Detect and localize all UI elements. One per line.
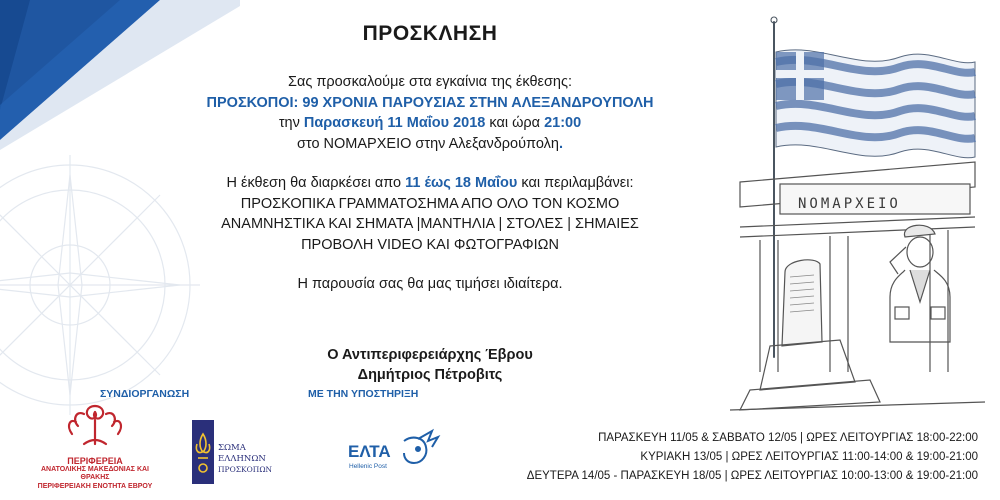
event-time: 21:00: [544, 115, 582, 131]
region-logo-line1: ΑΝΑΤΟΛΙΚΗΣ ΜΑΚΕΔΟΝΙΑΣ ΚΑΙ ΘΡΑΚΗΣ: [40, 465, 149, 481]
scouts-logo: [190, 418, 273, 486]
page-title: ΠΡΟΣΚΛΗΣΗ: [362, 22, 498, 45]
scout-figure-drawing: [890, 225, 950, 342]
scouts-logo-line1: ΣΩΜΑ: [218, 443, 246, 453]
venue-line: στο ΝΟΜΑΡΧΕΙΟ στην Αλεξανδρούπολη.: [296, 135, 563, 152]
support-label: ΜΕ ΤΗΝ ΥΠΟΣΤΗΡΙΞΗ: [308, 388, 419, 400]
greek-flag-drawing: [776, 50, 975, 158]
region-logo: [32, 400, 158, 491]
region-logo-word: ΠΕΡΙΦΕΡΕΙΑ: [67, 456, 123, 466]
hermes-head-icon: [404, 431, 438, 463]
nomarcheio-sketch-illustration: [730, 12, 985, 417]
closing-text: Η παρουσία σας θα μας τιμήσει ιδιαίτερα.: [297, 276, 563, 292]
contents-item: ΑΝΑΜΝΗΣΤΙΚΑ ΚΑΙ ΣΗΜΑΤΑ |ΜΑΝΤΗΛΙΑ | ΣΤΟΛΕΣ | ΣΗΜΑΙΕΣ: [221, 216, 639, 232]
hours-line: ΔΕΥΤΕΡΑ 14/05 - ΠΑΡΑΣΚΕΥΗ 18/05 | ΩΡΕΣ ΛΕΙΤΟΥΡΓΙΑΣ 10:00-13:00 & 19:00-21:00: [526, 470, 978, 482]
opening-hours: [527, 429, 978, 486]
signer-name: Δημήτριος Πέτροβιτς: [357, 367, 503, 383]
scouts-logo-line2: ΕΛΛΗΝΩΝ: [218, 454, 266, 464]
co-organization-label: ΣΥΝΔΙΟΡΓΑΝΩΣΗ: [100, 388, 190, 400]
signer-role: Ο Αντιπεριφερειάρχης Έβρου: [327, 347, 533, 363]
elta-logo-name: ΕΛΤΑ: [348, 442, 391, 461]
hours-line: ΚΥΡΙΑΚΗ 13/05 | ΩΡΕΣ ΛΕΙΤΟΥΡΓΙΑΣ 11:00-14:00 & 19:00-21:00: [640, 451, 978, 463]
duration-range: 11 έως 18 Μαΐου: [405, 175, 518, 191]
exhibition-name: ΠΡΟΣΚΟΠΟΙ: 99 ΧΡΟΝΙΑ ΠΑΡΟΥΣΙΑΣ ΣΤΗΝ ΑΛΕΞΑΝΔΡΟΥΠΟΛΗ: [206, 94, 654, 111]
sketch-building-label: ΝΟΜΑΡΧΕΙΟ: [798, 196, 901, 212]
invitation-body: [160, 72, 700, 295]
hours-line: ΠΑΡΑΣΚΕΥΗ 11/05 & ΣΑΒΒΑΤΟ 12/05 | ΩΡΕΣ ΛΕΙΤΟΥΡΓΙΑΣ 18:00-22:00: [598, 432, 978, 444]
elta-logo: [340, 425, 450, 475]
region-emblem-icon: [32, 400, 158, 452]
region-logo-line2: ΠΕΡΙΦΕΡΕΙΑΚΗ ΕΝΟΤΗΤΑ ΕΒΡΟΥ: [37, 482, 153, 490]
elta-logo-sub: Hellenic Post: [349, 463, 387, 470]
contents-item: ΠΡΟΣΚΟΠΙΚΑ ΓΡΑΜΜΑΤΟΣΗΜΑ ΑΠΟ ΟΛΟ ΤΟΝ ΚΟΣΜΟ: [240, 195, 620, 212]
duration-line: Η έκθεση θα διαρκέσει απο 11 έως 18 Μαΐου και περιλαμβάνει:: [226, 175, 634, 191]
event-date: Παρασκευή 11 Μαΐου 2018: [303, 115, 486, 131]
date-line: την Παρασκευή 11 Μαΐου 2018 και ώρα 21:00: [278, 115, 582, 131]
intro-text: Σας προσκαλούμε στα εγκαίνια της έκθεσης:: [287, 74, 573, 90]
scouts-logo-line3: ΠΡΟΣΚΟΠΩΝ: [218, 465, 273, 474]
signature-block: [160, 345, 700, 385]
contents-item: ΠΡΟΒΟΛΗ VIDEO ΚΑΙ ΦΩΤΟΓΡΑΦΙΩΝ: [301, 236, 559, 253]
